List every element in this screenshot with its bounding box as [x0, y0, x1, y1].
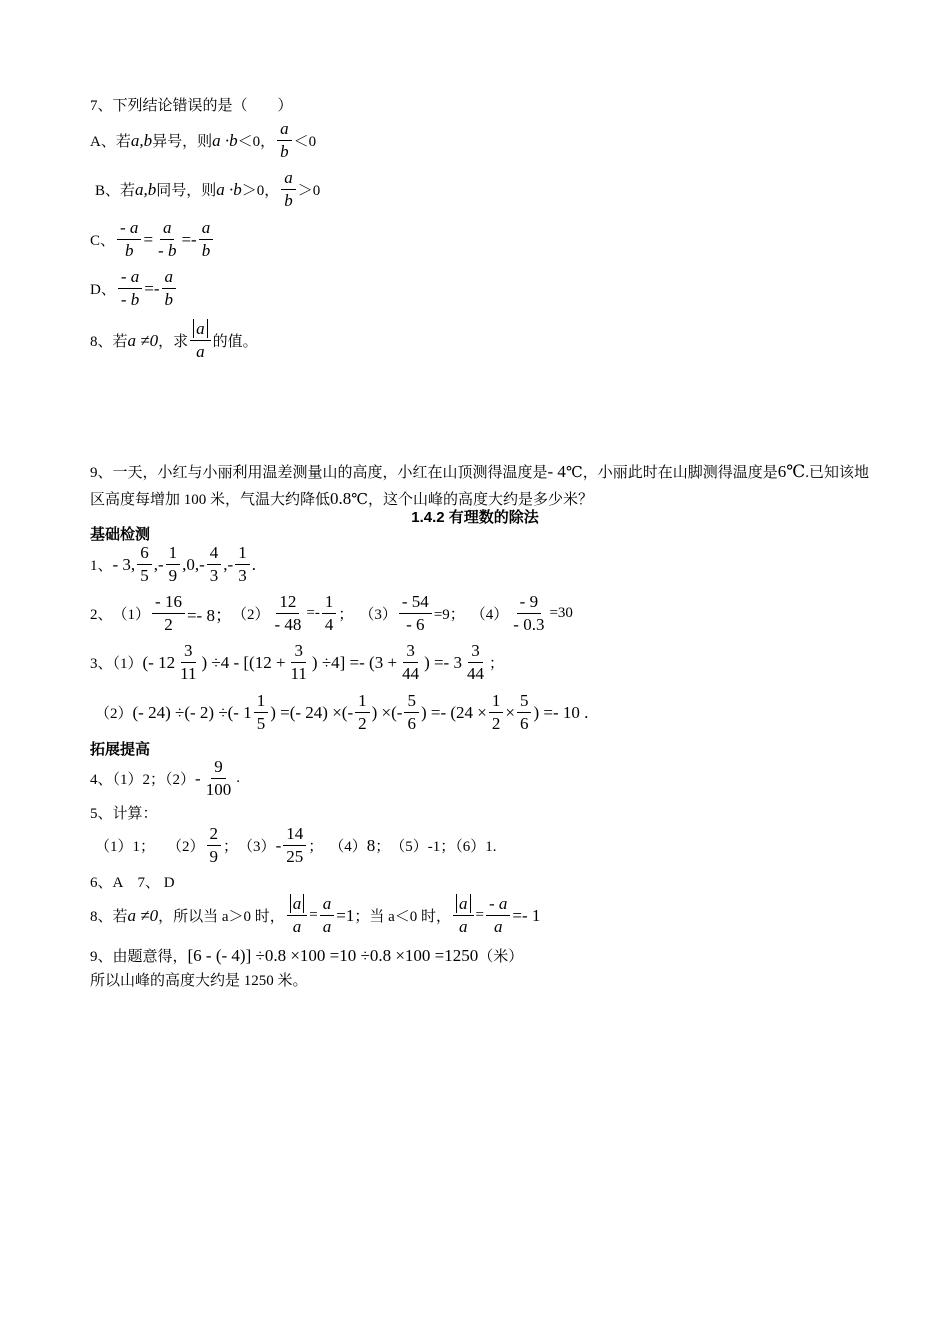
abs-fraction: $\frac{a}{a}$	[453, 893, 474, 938]
fraction: a b	[199, 217, 214, 262]
fraction: 1 9	[166, 542, 181, 587]
fraction: 6 5	[137, 542, 152, 587]
fraction: 5 6	[404, 690, 419, 735]
answer-3-part-1: 3、（1） (- 12 3 11 ) ÷4 - [(12 + $\frac{3}{11}$ ) ÷4] =- (3 + $\frac{3}{44}$ ) =- 3 3 44 ；	[90, 641, 504, 683]
answer-4: 4、（1）2；（2） - 9 100 .	[90, 757, 240, 799]
fraction: 4 3	[207, 542, 222, 587]
fraction: 1 2	[355, 690, 370, 735]
fraction: a b	[277, 118, 292, 163]
section-title: 1.4.2 有理数的除法	[411, 509, 539, 526]
fraction: $\frac{- a}{- b}$	[118, 266, 142, 311]
abs-fraction: $\frac{a}{a}$	[287, 893, 308, 938]
fraction: $\frac{- a}{b}$	[117, 217, 141, 262]
q7-option-c: C、 $\frac{- a}{b}$ = $\frac{a}{- b}$ =- a b	[90, 217, 215, 262]
q7-option-b: B、若 a,b 同号，则 a ·b ＞0， a b ＞0	[95, 168, 321, 210]
fraction: 9 100	[205, 757, 232, 799]
fraction: a b	[162, 266, 177, 311]
q8: 8、若 a ≠0 ，求 a a 的值。	[90, 319, 258, 361]
answer-8: 8、若 a ≠0 ，所以当 a＞0 时， $\frac{a}{a}$ = $\frac{a}{a}$ =1 ；当 a＜0 时， $\frac{a}{a}$ = $\frac{- a}{a}$ =- 1	[90, 894, 541, 936]
fraction: $\frac{- 9}{- 0.3}$	[513, 592, 545, 634]
fraction: a b	[281, 167, 296, 212]
answer-9: 9、由题意得， [6 - (- 4)] ÷0.8 ×100 =10 ÷0.8 ×100 =1250 （米）	[90, 945, 524, 965]
fraction: $\frac{- a}{a}$	[486, 893, 510, 938]
fraction: $\frac{- 16}{2}$	[152, 591, 185, 636]
fraction: 14 25	[283, 823, 306, 868]
fraction: $\frac{3}{11}$	[290, 641, 307, 683]
answer-1: 1、 - 3, 6 5 ,- 1 9 ,0,- 4 3 ,- 1 3 .	[90, 543, 256, 585]
answer-5: （1）1； （2） 2 9 ； （3） - 14 25 ； （4） 8 ； （5）-1；（6）1.	[95, 824, 497, 866]
fraction: $\frac{5}{6}$	[517, 690, 532, 735]
answer-6-7: 6、A 7、 D	[90, 875, 175, 891]
fraction: $\frac{12}{- 48}$	[274, 592, 302, 634]
fraction: 1 4	[322, 591, 337, 636]
answer-9-conclusion: 所以山峰的高度大约是 1250 米。	[90, 973, 308, 989]
q7-option-a: A、若 a,b 异号，则 a ·b ＜0， a b ＜0	[90, 119, 317, 161]
fraction: 3 44	[466, 641, 484, 683]
fraction: 1 3	[235, 542, 250, 587]
fraction: 2 9	[207, 823, 222, 868]
answer-3-part-2: （2） (- 24) ÷(- 2) ÷(- 1 1 5 ) =(- 24) ×(- 1 2 ) ×(- 5 6 ) =- (24 × $\frac{1}{2}$ × $\frac{5}{6}$ ) =- 10 .	[95, 691, 589, 733]
fraction: $\frac{a}{- b}$	[158, 218, 177, 260]
fraction: $\frac{3}{44}$	[402, 641, 420, 683]
fraction: 3 11	[180, 641, 197, 683]
answer-2: 2、 （1） $\frac{- 16}{2}$ =- 8； （2） $\frac{12}{- 48}$ =- 1 4 ； （3） $\frac{- 54}{- 6}$ =9； （4） $\frac{- 9}{- 0.3}$ =30	[90, 592, 573, 634]
fraction: $\frac{a}{a}$	[320, 893, 335, 938]
answer-5-title: 5、计算：	[90, 806, 158, 822]
q7-option-d: D、 $\frac{- a}{- b}$ =- a b	[90, 266, 178, 311]
fraction: $\frac{- 54}{- 6}$	[399, 591, 432, 636]
q7-title: 7、下列结论错误的是（ ）	[90, 98, 293, 114]
basic-heading: 基础检测	[90, 526, 151, 543]
q9: 9、一天，小红与小丽利用温差测量山的高度，小红在山顶测得温度是- 4℃，小丽此时在山脚测得温度是6℃.已知该地区高度每增加 100 米，气温大约降低0.8℃，这个山峰的高度大约是多少米？	[90, 462, 870, 508]
extension-heading: 拓展提高	[90, 741, 151, 758]
fraction: $\frac{1}{2}$	[489, 690, 504, 735]
abs-fraction: a a	[190, 318, 211, 363]
fraction: 1 5	[254, 690, 269, 735]
